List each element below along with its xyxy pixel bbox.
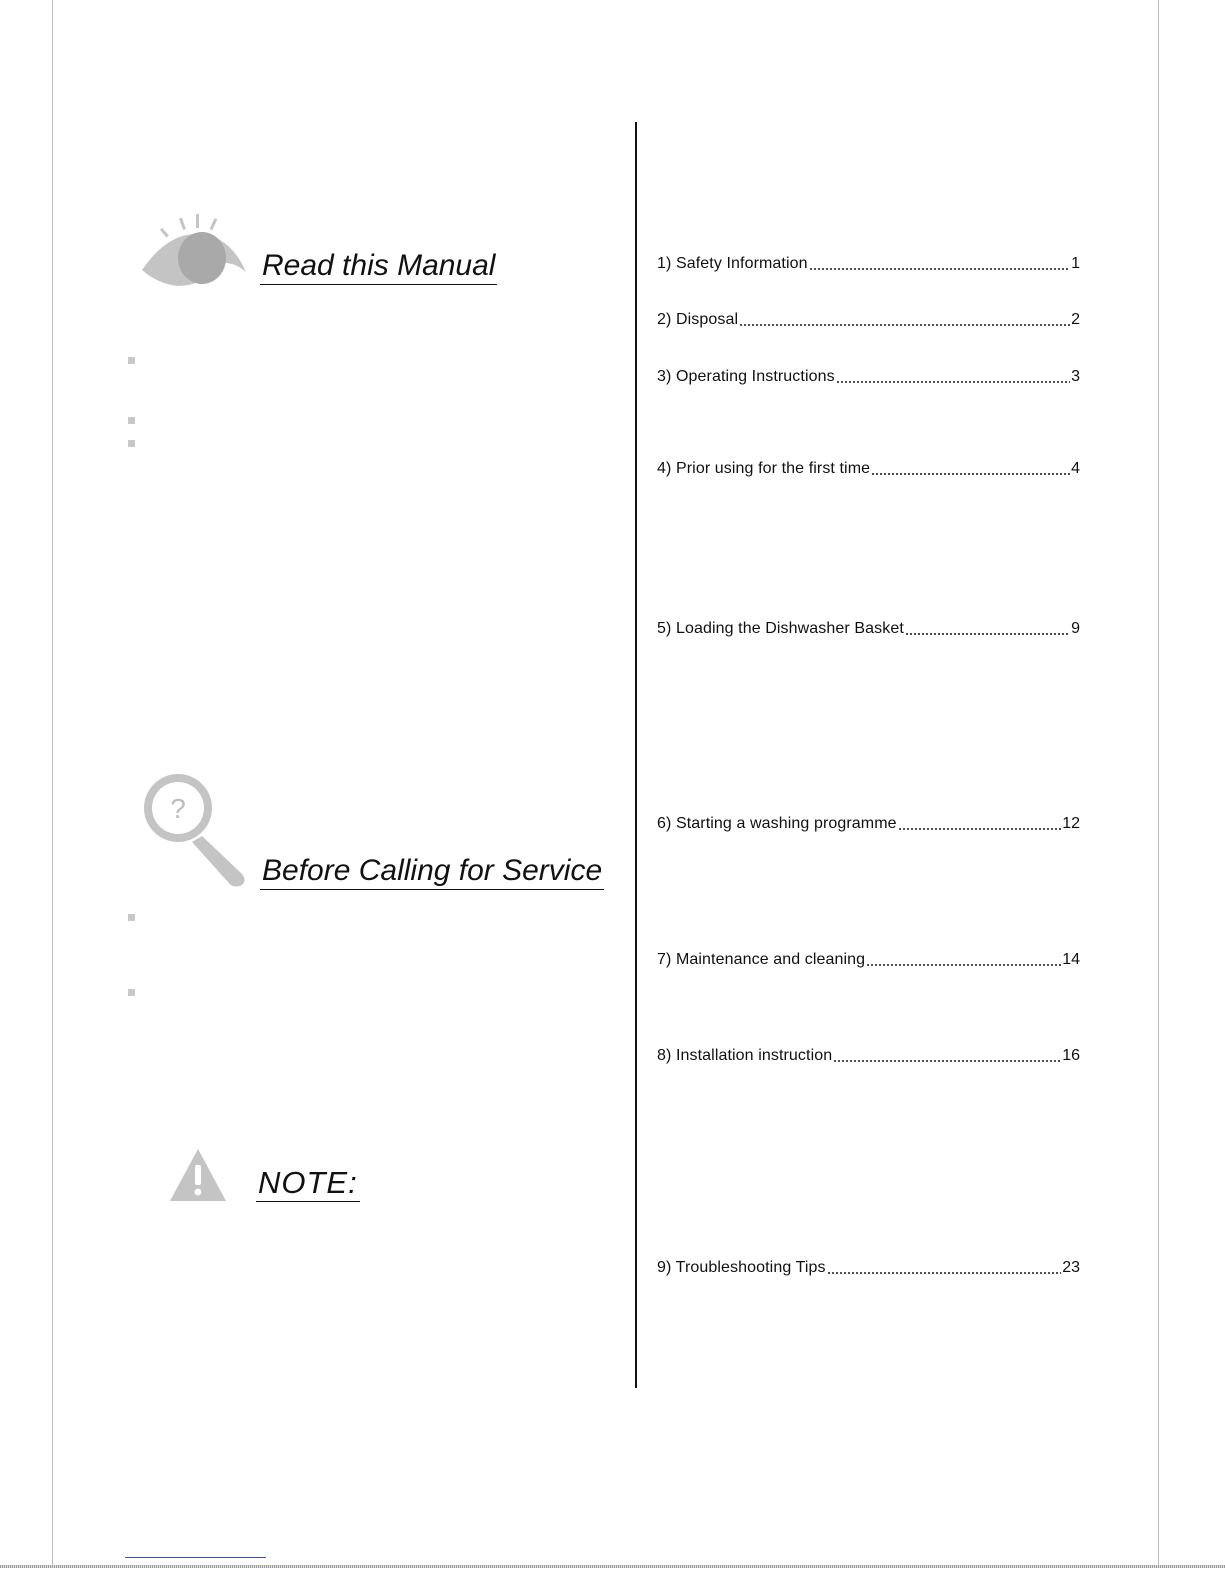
toc-leader: [871, 473, 1070, 475]
toc-page-number: 9: [1071, 620, 1080, 637]
before-service-heading: Before Calling for Service: [260, 854, 604, 890]
toc-page-number: 2: [1071, 311, 1080, 328]
toc-page-number: 23: [1062, 1259, 1080, 1276]
toc-item-loading[interactable]: [657, 619, 1080, 639]
toc-item-washing[interactable]: [657, 814, 1080, 834]
toc-item-troubleshooting[interactable]: [657, 1258, 1080, 1278]
toc-leader: [866, 964, 1061, 966]
toc-item-prior-use[interactable]: [657, 459, 1080, 479]
toc-leader: [809, 268, 1070, 270]
toc-leader: [833, 1060, 1061, 1062]
toc-leader: [905, 633, 1070, 635]
toc-title: 3) Operating Instructions: [657, 368, 835, 385]
page-left-edge: [52, 0, 53, 1568]
note-heading: NOTE:: [258, 1165, 358, 1200]
bullet: [128, 440, 135, 447]
footer-link-underline[interactable]: [125, 1557, 266, 1558]
page-right-edge: [1158, 0, 1159, 1568]
toc-item-maintenance[interactable]: [657, 950, 1080, 970]
warning-triangle-icon: [168, 1147, 228, 1203]
column-divider: [635, 122, 637, 1388]
toc-item-operating[interactable]: [657, 367, 1080, 387]
toc-title: 6) Starting a washing programme: [657, 815, 897, 832]
toc-title: 8) Installation instruction: [657, 1047, 833, 1064]
read-manual-heading: Read this Manual: [260, 249, 497, 285]
toc-item-disposal[interactable]: [657, 310, 1080, 330]
svg-text:?: ?: [170, 793, 186, 824]
toc-title: 9) Troubleshooting Tips: [657, 1259, 826, 1276]
eye-icon: [138, 212, 250, 292]
bullet: [128, 914, 135, 921]
bullet: [128, 357, 135, 364]
bullet: [128, 989, 135, 996]
toc-item-installation[interactable]: [657, 1046, 1080, 1066]
toc-leader: [836, 381, 1070, 383]
toc-page-number: 16: [1062, 1047, 1080, 1064]
toc-page-number: 4: [1071, 460, 1080, 477]
toc-title: 2) Disposal: [657, 311, 739, 328]
toc-title: 1) Safety Information: [657, 255, 808, 272]
toc-leader: [898, 828, 1062, 830]
magnifier-question-icon: [140, 770, 252, 888]
bullet: [128, 417, 135, 424]
toc-title: 7) Maintenance and cleaning: [657, 951, 866, 968]
toc-page-number: 1: [1071, 255, 1080, 272]
page-bottom-edge: [0, 1565, 1225, 1568]
toc-title: 4) Prior using for the first time: [657, 460, 871, 477]
toc-page-number: 12: [1062, 815, 1080, 832]
toc-title: 5) Loading the Dishwasher Basket: [657, 620, 904, 637]
toc-page-number: 14: [1062, 951, 1080, 968]
toc-item-safety[interactable]: [657, 254, 1080, 274]
toc-leader: [827, 1272, 1062, 1274]
toc-leader: [739, 324, 1070, 326]
toc-page-number: 3: [1071, 368, 1080, 385]
